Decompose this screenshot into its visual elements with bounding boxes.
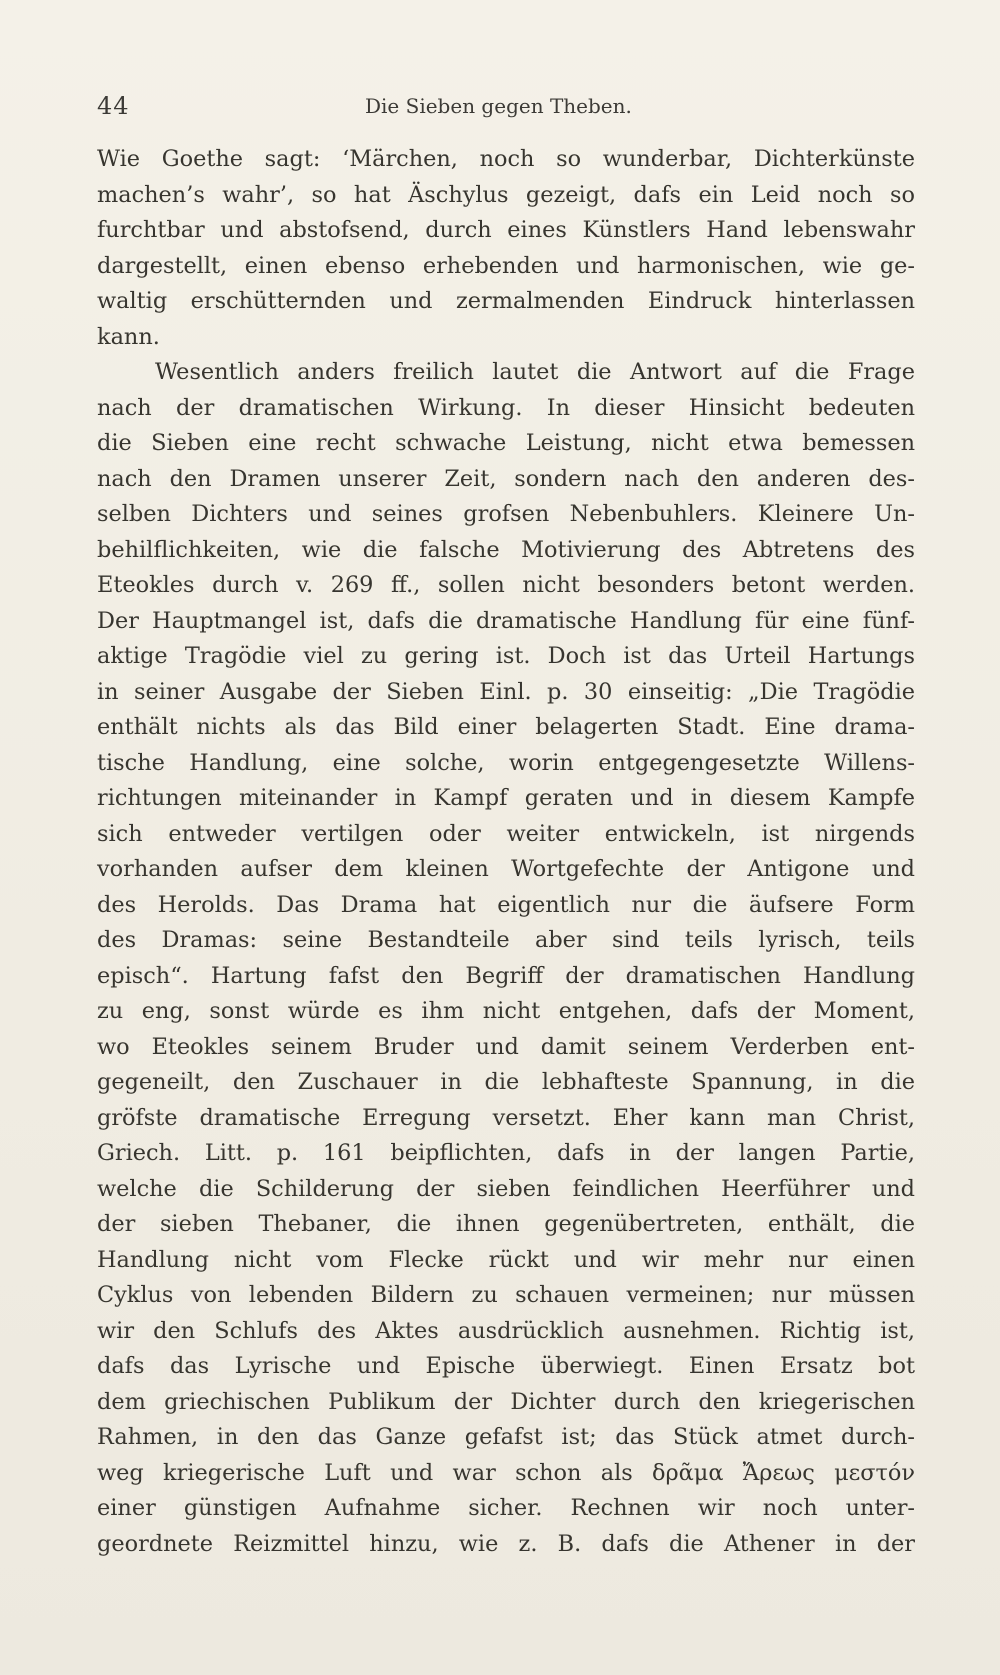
text-line: machen’s wahr’, so hat Äschylus gezeigt, dafs ein Leid noch so (97, 181, 915, 208)
text-line: des Herolds. Das Drama hat eigentlich nur die äufsere Form (97, 891, 915, 918)
text-line: behilflichkeiten, wie die falsche Motivierung des Abtretens des (97, 536, 915, 563)
text-line: Wesentlich anders freilich lautet die Antwort auf die Frage (155, 359, 915, 385)
text-line: gröfste dramatische Erregung versetzt. Eher kann man Christ, (97, 1104, 915, 1131)
text-line: tische Handlung, eine solche, worin entgegengesetzte Willens- (97, 749, 915, 776)
text-line: Wie Goethe sagt: ‘Märchen, noch so wunderbar, Dichterkünste (97, 146, 915, 172)
body-text (97, 142, 915, 1562)
text-line: kann. (97, 323, 160, 350)
text-line: episch“. Hartung fafst den Begriff der dramatischen Handlung (97, 962, 915, 989)
text-line: vorhanden aufser dem kleinen Wortgefechte der Antigone und (97, 856, 915, 882)
page-number: 44 (97, 92, 130, 120)
text-line: waltig erschütternden und zermalmenden Eindruck hinterlassen (97, 288, 915, 314)
text-line: aktige Tragödie viel zu gering ist. Doch ist das Urteil Hartungs (97, 643, 915, 669)
text-line: nach der dramatischen Wirkung. In dieser Hinsicht bedeuten (97, 394, 915, 421)
text-line: Cyklus von lebenden Bildern zu schauen vermeinen; nur müssen (97, 1282, 915, 1308)
text-line: zu eng, sonst würde es ihm nicht entgehen, dafs der Moment, (97, 998, 915, 1024)
text-line: Der Hauptmangel ist, dafs die dramatische Handlung für eine fünf- (97, 607, 915, 634)
text-line: furchtbar und abstofsend, durch eines Künstlers Hand lebenswahr (97, 217, 915, 243)
text-line: Rahmen, in den das Ganze gefafst ist; das Stück atmet durch- (97, 1424, 915, 1450)
text-line: die Sieben eine recht schwache Leistung, nicht etwa bemessen (97, 430, 915, 456)
text-line: welche die Schilderung der sieben feindlichen Heerführer und (97, 1175, 915, 1202)
text-line: dafs das Lyrische und Epische überwiegt. Einen Ersatz bot (97, 1353, 915, 1379)
text-line: Handlung nicht vom Flecke rückt und wir mehr nur einen (97, 1246, 915, 1273)
text-line: wir den Schlufs des Aktes ausdrücklich ausnehmen. Richtig ist, (97, 1317, 915, 1344)
text-line: Eteokles durch v. 269 ff., sollen nicht besonders betont werden. (97, 572, 915, 598)
running-title: Die Sieben gegen Theben. (365, 94, 632, 118)
text-line: enthält nichts als das Bild einer belagerten Stadt. Eine drama- (97, 714, 915, 740)
text-line: Griech. Litt. p. 161 beipflichten, dafs in der langen Partie, (97, 1140, 915, 1166)
text-line: geordnete Reizmittel hinzu, wie z. B. dafs die Athener in der (97, 1530, 915, 1557)
text-line: des Dramas: seine Bestandteile aber sind teils lyrisch, teils (97, 927, 915, 953)
text-line: nach den Dramen unserer Zeit, sondern nach den anderen des- (97, 465, 915, 492)
text-line: wo Eteokles seinem Bruder und damit seinem Verderben ent- (97, 1033, 915, 1060)
text-line: sich entweder vertilgen oder weiter entwickeln, ist nirgends (97, 820, 915, 847)
text-line: einer günstigen Aufnahme sicher. Rechnen wir noch unter- (97, 1495, 915, 1521)
text-line: selben Dichters und seines grofsen Nebenbuhlers. Kleinere Un- (97, 501, 915, 527)
text-line: dargestellt, einen ebenso erhebenden und harmonischen, wie ge- (97, 252, 915, 279)
text-line: richtungen miteinander in Kampf geraten und in diesem Kampfe (97, 785, 915, 811)
text-line: weg kriegerische Luft und war schon als δρᾶμα Ἄρεως μεστόν (97, 1459, 915, 1486)
text-line: gegeneilt, den Zuschauer in die lebhafteste Spannung, in die (97, 1069, 915, 1095)
page-header (97, 92, 912, 122)
text-line: in seiner Ausgabe der Sieben Einl. p. 30 einseitig: „Die Tragödie (97, 678, 915, 705)
text-line: der sieben Thebaner, die ihnen gegenübertreten, enthält, die (97, 1211, 915, 1237)
text-line: dem griechischen Publikum der Dichter durch den kriegerischen (97, 1388, 915, 1415)
